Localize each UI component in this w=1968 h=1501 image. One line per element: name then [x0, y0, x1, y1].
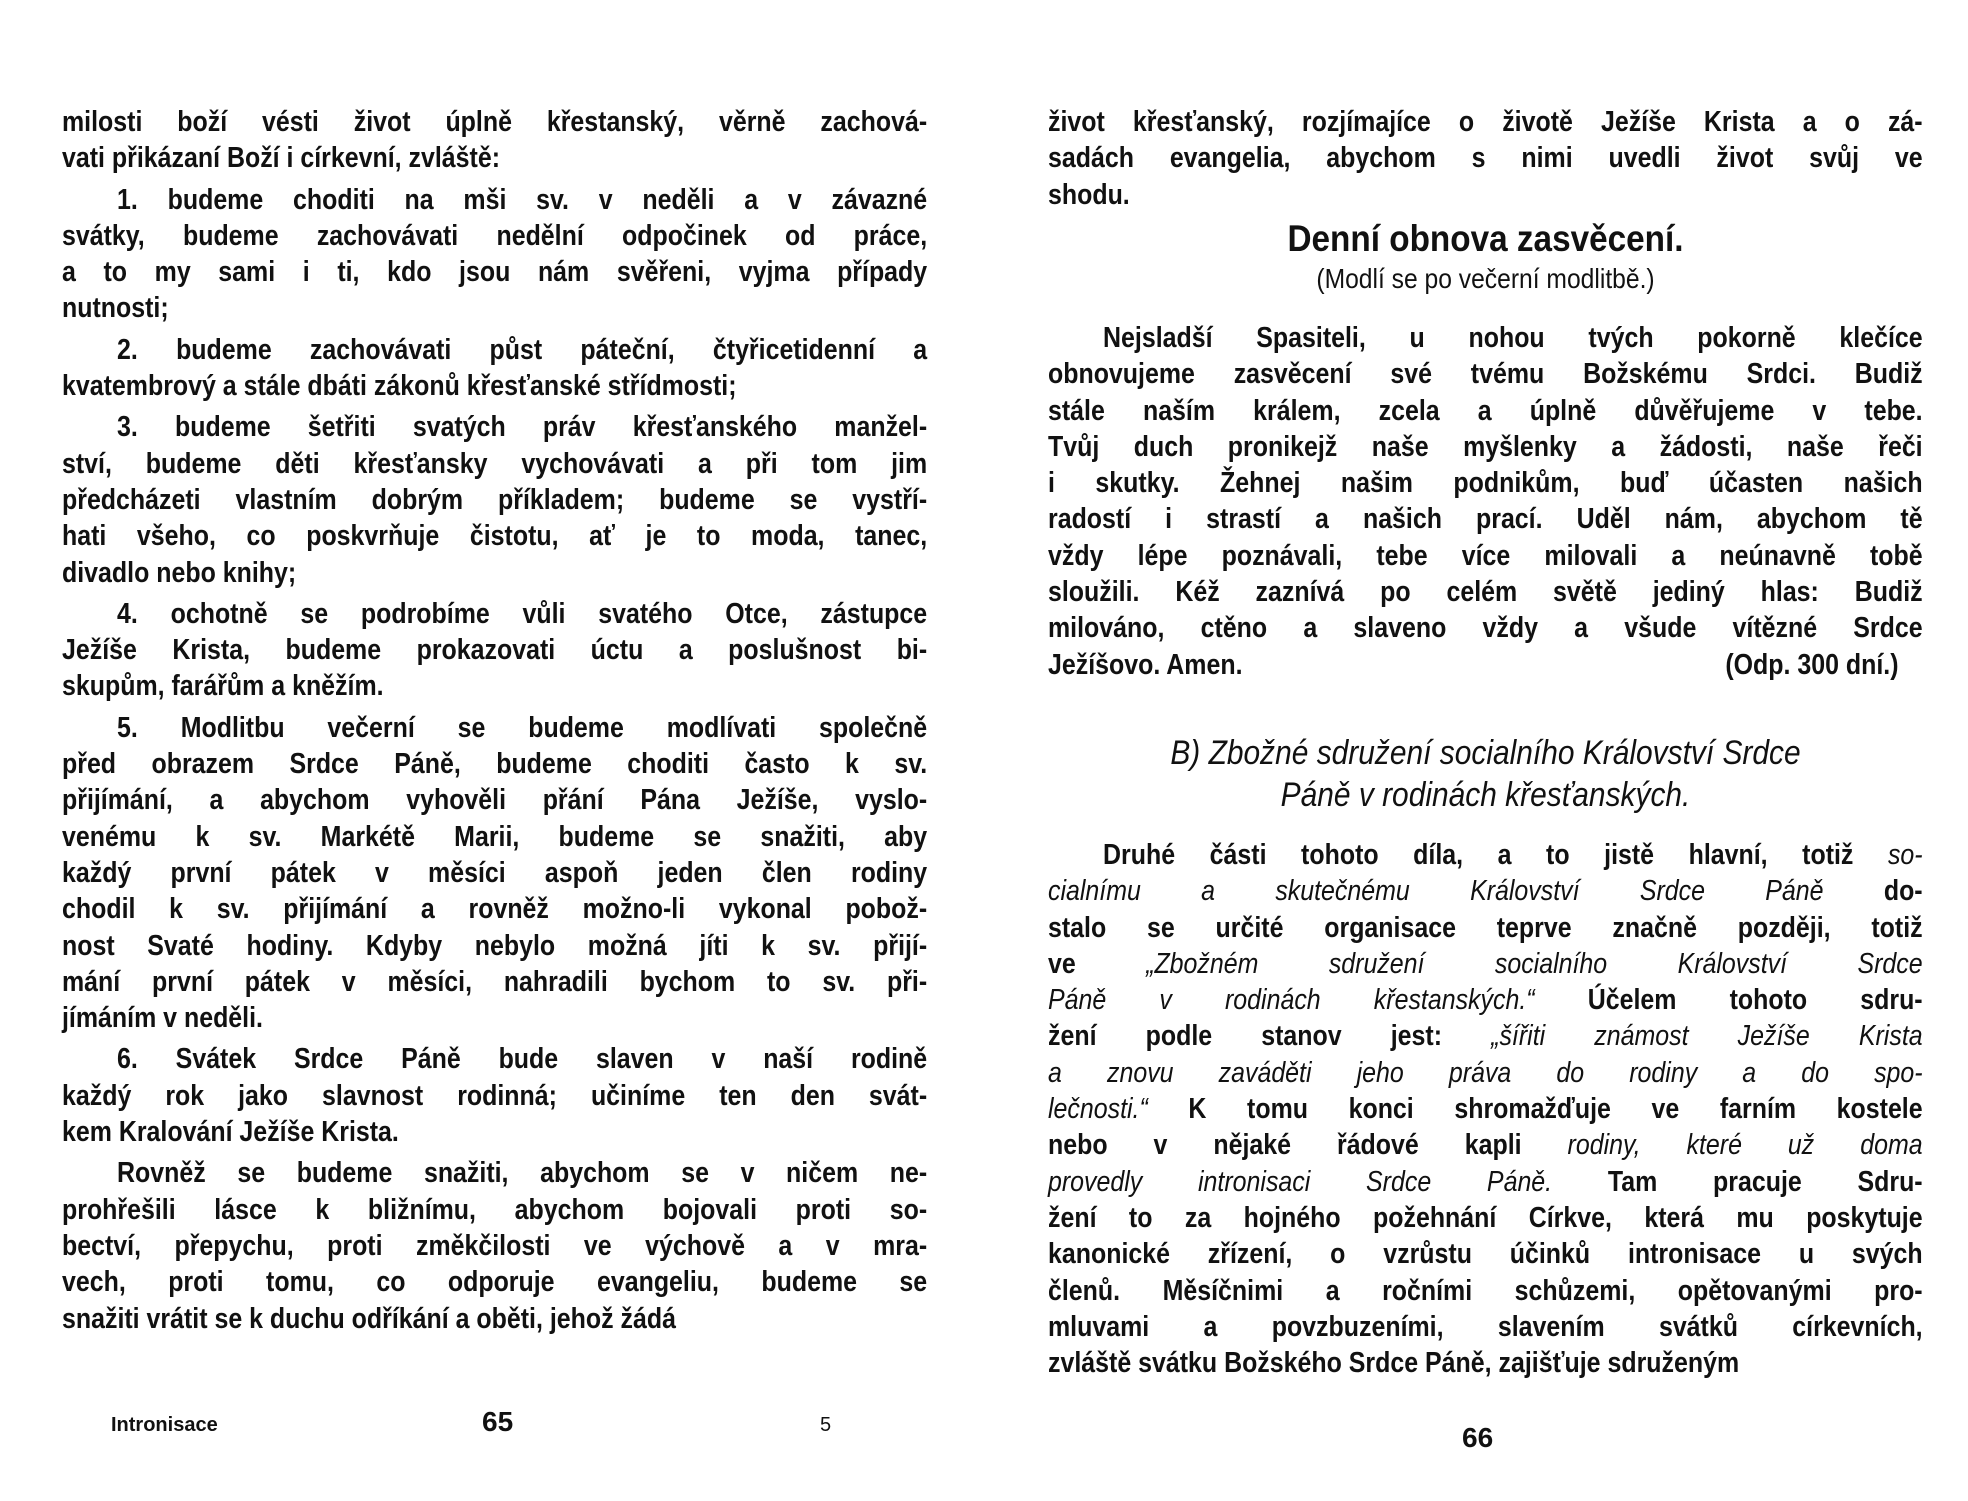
- paragraph: [1048, 104, 1923, 213]
- text-line: [62, 1114, 927, 1150]
- text-line: [1048, 538, 1923, 574]
- text-line: [62, 218, 927, 254]
- text-line: [1048, 647, 1923, 683]
- text-line: [62, 928, 927, 964]
- line-text: Tvůj duch pronikejž naše myšlenky a žádosti, naše řeči: [1048, 430, 1923, 463]
- text-line: [1048, 1018, 1923, 1054]
- line-text: sloužili. Kéž zaznívá po celém světě jediný hlas: Budiž: [1048, 576, 1923, 609]
- paragraph: [1048, 320, 1923, 683]
- line-text: 4. ochotně se podrobíme vůli svatého Otce, zástupce: [117, 597, 928, 630]
- sheet-mark: 5: [820, 1414, 832, 1436]
- line-text: do-: [1823, 875, 1923, 908]
- line-text: Druhé části tohoto díla, a to jistě hlavní, totiž: [1103, 839, 1888, 871]
- line-text: skupům, farářům a kněžím.: [62, 670, 384, 703]
- prayer-heading-wrap: [1048, 218, 1923, 260]
- text-line: [62, 746, 927, 782]
- text-line: [62, 1078, 927, 1114]
- text-line: [62, 254, 927, 290]
- line-text: divadlo nebo knihy;: [62, 556, 297, 589]
- footer-signature: Intronisace: [111, 1414, 218, 1436]
- text-line: [62, 632, 927, 668]
- text-line: [1048, 910, 1923, 946]
- paragraph: [62, 1041, 927, 1150]
- line-text: ve: [1048, 947, 1147, 980]
- line-text: vech, proti tomu, co odporuje evangeliu, budeme se: [62, 1266, 928, 1299]
- section-b-heading-line: Páně v rodinách křesťanských.: [1280, 776, 1691, 814]
- text-line: [1048, 1273, 1923, 1309]
- line-text: svátky, budeme zachovávati nedělní odpočinek od práce,: [62, 219, 928, 252]
- line-text: vždy lépe poznávali, tebe více milovali a neúnavně tobě: [1048, 539, 1923, 572]
- line-text: vati přikázaní Boží i církevní, zvláště:: [62, 142, 501, 175]
- line-text: jímáním v neděli.: [62, 1002, 263, 1035]
- text-line: [62, 409, 927, 445]
- prayer-subheading: (Modlí se po večerní modlitbě.): [1316, 263, 1655, 294]
- text-line: [1048, 465, 1923, 501]
- text-line: [1048, 1309, 1923, 1345]
- paragraph: [62, 409, 927, 590]
- line-text: nost Svaté hodiny. Kdyby nebylo možná jíti k sv. přijí-: [62, 929, 928, 962]
- text-line: [62, 964, 927, 1000]
- text-line: [1048, 177, 1923, 213]
- text-line: [62, 1155, 927, 1191]
- right-page-intro: [1048, 104, 1923, 213]
- text-line: [1048, 1091, 1923, 1127]
- line-text: a to my sami i ti, kdo jsou nám svěřeni, vyjma případy: [62, 256, 928, 289]
- text-line: [62, 1228, 927, 1264]
- line-text: každý první pátek v měsíci aspoň jeden člen rodiny: [62, 856, 928, 889]
- line-text: nebo v nějaké řádové kapli: [1048, 1129, 1568, 1162]
- paragraph: [62, 596, 927, 705]
- text-line: [1048, 429, 1923, 465]
- text-line: [1048, 1236, 1923, 1272]
- text-line: [1048, 1127, 1923, 1163]
- text-line: [62, 290, 927, 326]
- text-line: [1048, 1345, 1923, 1381]
- text-line: [62, 855, 927, 891]
- line-text: hati všeho, co poskvrňuje čistotu, ať je to moda, tanec,: [62, 520, 928, 553]
- paragraph: [1048, 837, 1923, 1381]
- line-text: 2. budeme zachovávati půst páteční, čtyřicetidenní a: [117, 333, 928, 366]
- line-text: předcházeti vlastním dobrým příkladem; budeme se vystří-: [62, 483, 928, 516]
- italic-text: lečnosti.“: [1048, 1093, 1148, 1126]
- italic-text: „šířiti známost Ježíše Krista: [1491, 1020, 1923, 1053]
- section-b-heading: [1048, 732, 1923, 816]
- line-text: přijímání, a abychom vyhověli přání Pána Ježíše, vyslo-: [62, 784, 928, 817]
- line-text: před obrazem Srdce Páně, budeme choditi často k sv.: [62, 748, 928, 781]
- text-line: [62, 1000, 927, 1036]
- text-line: [1048, 501, 1923, 537]
- line-text: 3. budeme šetřiti svatých práv křesťanského manžel-: [117, 411, 928, 444]
- line-text: kem Kralování Ježíše Krista.: [62, 1116, 399, 1149]
- line-text: Účelem tohoto sdru-: [1534, 984, 1923, 1017]
- line-text: venému k sv. Markétě Marii, budeme se snažiti, aby: [62, 820, 928, 853]
- text-line: [62, 182, 927, 218]
- text-line: [62, 104, 927, 140]
- text-line: [62, 1192, 927, 1228]
- text-line: [62, 332, 927, 368]
- text-line: [62, 819, 927, 855]
- text-line: [1048, 1200, 1923, 1236]
- line-text: stále naším králem, zcela a úplně důvěřujeme v tebe.: [1048, 394, 1923, 427]
- text-line: [62, 668, 927, 704]
- text-line: [1048, 1055, 1923, 1091]
- text-line: [62, 782, 927, 818]
- text-line: [62, 1041, 927, 1077]
- paragraph: [62, 182, 927, 327]
- indulgence-note: (Odp. 300 dní.): [1725, 648, 1899, 681]
- line-text: 1. budeme choditi na mši sv. v neděli a v závazné: [117, 183, 928, 216]
- line-text: K tomu konci shromažďuje ve farním kostele: [1147, 1093, 1923, 1126]
- line-text: Tam pracuje Sdru-: [1552, 1165, 1923, 1198]
- text-line: [1048, 140, 1923, 176]
- paragraph: [62, 710, 927, 1037]
- line-text: prohřešili lásce k bližnímu, abychom bojovali proti so-: [62, 1193, 928, 1226]
- text-line: [62, 518, 927, 554]
- line-text: ství, budeme děti křesťansky vychovávati a při tom jim: [62, 447, 928, 480]
- line-text: 5. Modlitbu večerní se budeme modlívati společně: [117, 711, 928, 744]
- line-text: shodu.: [1048, 178, 1130, 211]
- line-text: 6. Svátek Srdce Páně bude slaven v naší rodině: [117, 1043, 928, 1076]
- text-line: [62, 596, 927, 632]
- section-b-text: [1048, 837, 1923, 1381]
- line-text: Nejsladší Spasiteli, u nohou tvých pokorně klečíce: [1103, 322, 1923, 354]
- line-text: žení podle stanov jest:: [1048, 1020, 1492, 1053]
- text-line: [62, 891, 927, 927]
- paragraph: [62, 104, 927, 177]
- text-line: [1048, 837, 1923, 873]
- line-text: sadách evangelia, abychom s nimi uvedli život svůj ve: [1048, 142, 1923, 175]
- paragraph: [62, 1155, 927, 1336]
- italic-text: so-: [1887, 839, 1923, 871]
- text-line: [62, 482, 927, 518]
- paragraph: [62, 332, 927, 405]
- line-text: žení to za hojného požehnání Církve, která mu poskytuje: [1048, 1201, 1923, 1234]
- text-line: [62, 368, 927, 404]
- italic-text: Páně v rodinách křestanských.“: [1048, 984, 1535, 1017]
- left-page-body: [62, 104, 927, 1337]
- line-text: radostí i strastí a našich prací. Uděl nám, abychom tě: [1048, 503, 1923, 536]
- page-number-left: 65: [482, 1406, 514, 1437]
- text-line: [1048, 574, 1923, 610]
- line-text: milosti boží vésti život úplně křestanský, věrně zachová-: [62, 106, 928, 138]
- italic-text: rodiny, které už doma: [1567, 1129, 1923, 1162]
- prayer-heading: Denní obnova zasvěcení.: [1287, 218, 1684, 259]
- text-line: [1048, 356, 1923, 392]
- text-line: [62, 1301, 927, 1337]
- line-text: mání první pátek v měsíci, nahradili bychom to sv. při-: [62, 965, 928, 998]
- line-text: nutnosti;: [62, 292, 169, 325]
- italic-text: a znovu zaváděti jeho práva do rodiny a do spo-: [1048, 1056, 1923, 1089]
- line-text: chodil k sv. přijímání a rovněž možno-li vykonal pobož-: [62, 893, 928, 926]
- text-line: [62, 1264, 927, 1300]
- text-line: [1048, 320, 1923, 356]
- line-text: život křesťanský, rozjímajíce o životě Ježíše Krista a o zá-: [1048, 106, 1923, 138]
- text-line: [1048, 1164, 1923, 1200]
- text-line: [1048, 393, 1923, 429]
- line-text: Ježíše Krista, budeme prokazovati úctu a poslušnost bi-: [62, 634, 928, 667]
- italic-text: „Zbožném sdružení socialního Království Srdce: [1146, 947, 1923, 980]
- text-line: [1048, 982, 1923, 1018]
- line-text: mluvami a povzbuzeními, slavením svátků církevních,: [1048, 1310, 1923, 1343]
- line-text: snažiti vrátit se k duchu odříkání a oběti, jehož žádá: [62, 1302, 676, 1335]
- line-text: zvláště svátku Božského Srdce Páně, zajišťuje sdruženým: [1048, 1347, 1740, 1380]
- text-line: [1048, 610, 1923, 646]
- line-text: milováno, ctěno a slaveno vždy a všude vítězné Srdce: [1048, 612, 1923, 645]
- text-line: [1048, 873, 1923, 909]
- prayer-subheading-wrap: [1048, 263, 1923, 295]
- line-text: členů. Měsíčnimi a ročními schůzemi, opětovanými pro-: [1048, 1274, 1923, 1307]
- text-line: [1048, 104, 1923, 140]
- line-text: každý rok jako slavnost rodinná; učiníme ten den svát-: [62, 1079, 928, 1112]
- italic-text: cialnímu a skutečnému Království Srdce Páně: [1048, 875, 1824, 908]
- line-text: kvatembrový a stále dbáti zákonů křesťanské střídmosti;: [62, 370, 737, 403]
- text-line: [1048, 946, 1923, 982]
- line-text: stalo se určité organisace teprve značně později, totiž: [1048, 911, 1923, 944]
- page-number-right: 66: [1462, 1422, 1494, 1453]
- line-text: kanonické zřízení, o vzrůstu účinků intronisace u svých: [1048, 1238, 1923, 1271]
- text-line: [62, 446, 927, 482]
- line-text: bectví, přepychu, proti změkčilosti ve výchově a v mra-: [62, 1229, 928, 1262]
- line-text: i skutky. Žehnej našim podnikům, buď účasten našich: [1048, 467, 1923, 500]
- italic-text: provedly intronisaci Srdce Páně.: [1048, 1165, 1553, 1198]
- text-line: [62, 140, 927, 176]
- line-text: Rovněž se budeme snažiti, abychom se v ničem ne-: [117, 1157, 928, 1190]
- text-line: [62, 555, 927, 591]
- line-text: obnovujeme zasvěcení své tvému Božskému Srdci. Budiž: [1048, 358, 1923, 391]
- section-b-heading-line: B) Zbožné sdružení socialního Království Srdce: [1170, 734, 1801, 772]
- line-text: Ježíšovo. Amen.: [1048, 648, 1243, 681]
- prayer-text: [1048, 320, 1923, 683]
- text-line: [62, 710, 927, 746]
